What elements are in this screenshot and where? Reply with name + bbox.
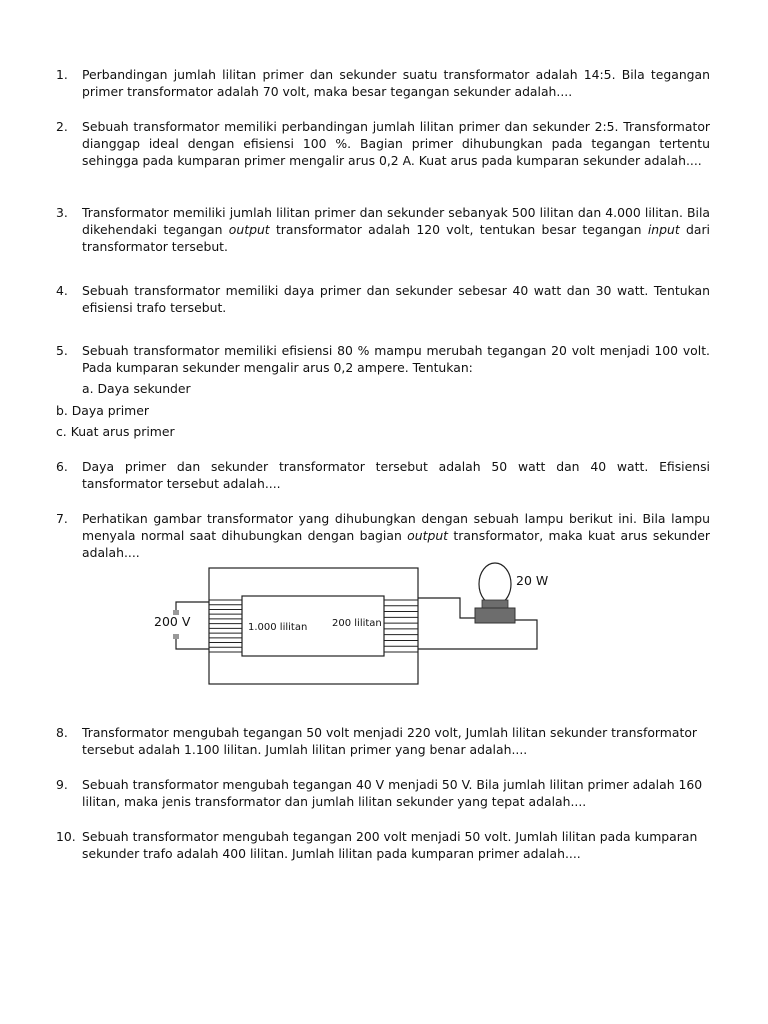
question-1 — [56, 66, 710, 100]
question-text: Sebuah transformator memiliki daya primer dan sekunder sebesar 40 watt dan 30 watt. Tentukan efisiensi trafo tersebut. — [82, 283, 710, 316]
question-4 — [56, 282, 710, 316]
lamp-base — [475, 608, 515, 623]
secondary-wire-bottom — [418, 620, 537, 649]
transformer-core — [209, 568, 418, 684]
secondary-turns-label: 200 lilitan — [332, 618, 382, 629]
source-terminal-bottom — [173, 634, 179, 639]
question-5-option-c: c. Kuat arus primer — [56, 424, 175, 439]
question-6 — [56, 458, 710, 492]
question-10 — [56, 828, 710, 862]
question-number: 7. — [56, 511, 68, 526]
question-number: 3. — [56, 205, 68, 220]
question-text: Sebuah transformator mengubah tegangan 200 volt menjadi 50 volt. Jumlah lilitan pada kumparan sekunder trafo adalah 400 lilitan. Jumlah lilitan pada kumparan primer adalah.... — [82, 829, 698, 862]
question-text: Sebuah transformator memiliki perbandingan jumlah lilitan primer dan sekunder 2:5. Transformator dianggap ideal dengan efisiensi 100 %. Bagian primer dihubungkan pada tegangan tertentu sehingga pada kumparan primer mengalir arus 0,2 A. Kuat arus pada kumparan sekunder adalah.... — [82, 119, 710, 169]
secondary-coil — [384, 600, 418, 652]
question-number: 5. — [56, 343, 68, 358]
question-text: Perhatikan gambar transformator yang dihubungkan dengan sebuah lampu berikut ini. Bila lampu menyala normal saat dihubungkan dengan bagian output transformator, maka kuat arus sekunder adalah.... — [82, 511, 710, 561]
question-text: Transformator memiliki jumlah lilitan primer dan sekunder sebanyak 500 lilitan dan 4.000 lilitan. Bila dikehendaki tegangan output transformator adalah 120 volt, tentukan besar tegangan input dari transformator tersebut. — [82, 205, 710, 255]
question-2 — [56, 118, 710, 170]
question-3 — [56, 204, 710, 256]
lamp-bulb — [479, 563, 511, 605]
question-text: Transformator mengubah tegangan 50 volt menjadi 220 volt, Jumlah lilitan sekunder transformator tersebut adalah 1.100 lilitan. Jumlah lilitan primer yang benar adalah.... — [82, 725, 698, 758]
question-5 — [56, 342, 710, 376]
transformer-diagram — [148, 560, 548, 690]
lamp-power-label: 20 W — [516, 573, 548, 588]
primary-coil — [209, 600, 242, 652]
question-number: 8. — [56, 725, 68, 740]
question-text: Perbandingan jumlah lilitan primer dan sekunder suatu transformator adalah 14:5. Bila tegangan primer transformator adalah 70 volt, maka besar tegangan sekunder adalah.... — [82, 67, 710, 100]
primary-turns-label: 1.000 lilitan — [248, 622, 308, 633]
question-7 — [56, 510, 710, 562]
source-wire-bottom — [176, 634, 209, 649]
lamp-neck — [482, 600, 508, 608]
question-5-option-b: b. Daya primer — [56, 403, 149, 418]
question-text: Daya primer dan sekunder transformator tersebut adalah 50 watt dan 40 watt. Efisiensi tansformator tersebut adalah.... — [82, 459, 710, 492]
source-wire-top — [176, 602, 209, 614]
question-8 — [56, 724, 710, 758]
question-number: 10. — [56, 829, 76, 844]
secondary-wire-top — [418, 598, 476, 618]
question-text: Sebuah transformator memiliki efisiensi 80 % mampu merubah tegangan 20 volt menjadi 100 volt. Pada kumparan sekunder mengalir arus 0,2 ampere. Tentukan: — [82, 343, 710, 376]
question-number: 6. — [56, 459, 68, 474]
question-number: 2. — [56, 119, 68, 134]
question-number: 4. — [56, 283, 68, 298]
source-voltage-label: 200 V — [154, 614, 191, 629]
question-9 — [56, 776, 710, 810]
question-number: 1. — [56, 67, 68, 82]
question-text: Sebuah transformator mengubah tegangan 40 V menjadi 50 V. Bila jumlah lilitan primer adalah 160 lilitan, maka jenis transformator dan jumlah lilitan sekunder yang tepat adalah.... — [82, 777, 703, 810]
question-5-option-a: a. Daya sekunder — [82, 381, 191, 396]
question-number: 9. — [56, 777, 68, 792]
